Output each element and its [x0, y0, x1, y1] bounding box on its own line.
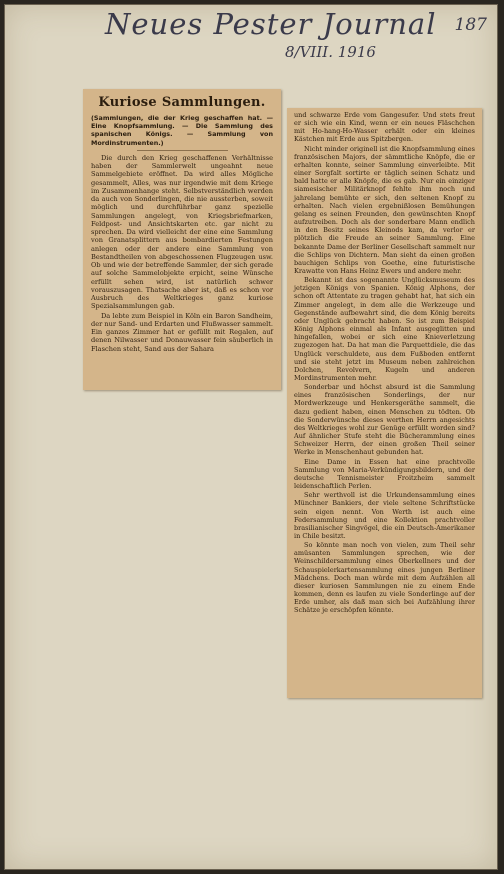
article-paragraph: und schwarze Erde vom Gangesufer. Und stets freut er sich wie ein Kind, wenn er ein neues Fläschchen mit Ho-hang-Ho-Wasser erhält oder ein kleines Kästchen mit Erde aus Spitzbergen.: [294, 111, 475, 144]
article-paragraph: Eine Dame in Essen hat eine prachtvolle Sammlung von Maria-Verkündigungsbildern, und der deutsche Tennismeister Froitzheim sammelt leidenschaftlich Perlen.: [294, 457, 475, 491]
handwritten-date: 8/VIII. 1916: [285, 43, 376, 61]
article-subtitle: (Sammlungen, die der Krieg geschaffen hat. — Eine Knopfsammlung. — Die Sammlung des spanischen Königs. — Sammlung von Mordinstrumenten.): [91, 114, 273, 147]
article-paragraph: So könnte man noch von vielen, zum Theil sehr amüsanten Sammlungen sprechen, wie der Weinschildersammlung eines Oberkellners und der Schauspielerkartensammlung eines jungen Berliner Mädchens. Doch man würde mit dem Aufzählen all dieser kuriosen Sammlungen nie zu einem Ende kommen, denn es laufen zu viele Sonderlinge auf der Erde umher, als daß man sich bei Aufzählung ihrer Schätze je erschöpfen könnte.: [294, 541, 475, 615]
article-paragraph: Nicht minder originell ist die Knopfsammlung eines französischen Majors, der sämmtliche Knöpfe, die er erhalten konnte, seiner Sammlung einverleibte. Mit einer Sorgfalt sortirte er täglich seinen Schatz und bald hatte er alle Knöpfe, die es gab. Nur ein einziger siamesischer Militärknopf fehlte ihm noch und jahrelang bemühte er sich, den seltenen Knopf zu erhalten. Nach vielen ergebnißlosen Bemühungen gelang es seinen Freunden, den gewünschten Knopf aufzutreiben. Doch als der sonderbare Mann endlich in den Besitz seines Kleinods kam, da verlor er plötzlich die Freude an seiner Sammlung. Eine bekannte Dame der Berliner Gesellschaft sammelt nur die Schlips von Dichtern. Man sieht da einen großen bauchigen Schlips von Goethe, eine futuristische Krawatte von Hans Heinz Ewers und andere mehr.: [294, 144, 475, 275]
article-paragraph: Sehr werthvoll ist die Urkundensammlung eines Münchner Bankiers, der viele seltene Schriftstücke sein eigen nennt. Von Werth ist auch eine Federsammlung und eine Kollektion prachtvoller brasilianischer Singvögel, die ein Deutsch-Amerikaner in Chile besitzt.: [294, 491, 475, 540]
clipping-column-left: [83, 89, 281, 390]
divider: [137, 150, 228, 151]
article-paragraph: Sonderbar und höchst absurd ist die Sammlung eines französischen Sonderlings, der nur Mordwerkzeuge und Henkersgeräthe sammelt, die dazu gedient haben, einen Menschen zu tödten. Ob die Sonderwünsche dieses werthen Herrn angesichts des Weltkrieges wohl zur Genüge erfüllt worden sind? Auf ähnlicher Stufe steht die Bücherammlung eines Schweizer Herrn, der einen großen Theil seiner Werke in Menschenhaut gebunden hat.: [294, 383, 475, 457]
article-headline: Kuriose Sammlungen.: [98, 95, 266, 110]
article-paragraph: Da lebte zum Beispiel in Köln ein Baron Sandheim, der nur Sand- und Erdarten und Flußwasser sammelt. Ein ganzes Zimmer hat er gefüllt mit Regalen, auf denen Nilwasser und Donauwasser fein säuberlich in Flaschen steht, Sand aus der Sahara: [91, 311, 273, 353]
archive-sheet: [4, 4, 498, 870]
handwritten-newspaper-title: Neues Pester Journal: [105, 7, 437, 41]
article-paragraph: Bekannt ist das sogenannte Unglücksmuseum des jetzigen Königs von Spanien. König Alphons, der schon oft Attentate zu tragen gehabt hat, hat sich ein Zimmer angelegt, in dem alle die Werkzeuge und Gegenstände aufbewahrt sind, die dem König bereits oder Unglück gebracht haben. So ist zum Beispiel König Alphons einmal als Infant ausgeglitten und hingefallen, wobei er sich eine Knieverletzung zugezogen hat. Da hat man die Parquettdiele, die das Unglück verschuldete, aus dem Fußboden entfernt und sie steht jetzt im Museum neben zahlreichen Dolchen, Revolvern, Kugeln und anderen Mordinstrumenten mehr.: [294, 276, 475, 382]
clipping-column-right: [287, 108, 482, 698]
handwritten-page-number: 187: [454, 15, 487, 35]
article-paragraph: Die durch den Krieg geschaffenen Verhältnisse haben der Sammlerwelt ungeahnt neue Sammelgebiete eröffnet. Da wird alles Mögliche gesammelt, Alles, was nur irgendwie mit dem Kriege im Zusammenhange steht. Selbstverständlich werden da auch von Sonderlingen, die nie aussterben, soweit möglich und durchführbar ganz spezielle Sammlungen angelegt, von Kriegsbriefmarken, Feldpost- und Ansichtskarten etc. gar nicht zu sprechen. Da wird vielleicht der eine eine Sammlung von Granatsplittern aus bombardierten Festungen anlegen oder der andere eine Sammlung von Bestandtheilen von abgeschossenen Flugzeugen usw. Ob und wie der betreffende Sammler, der sich gerade auf solche Sammelobjekte erpicht, seine Wünsche erfüllt sehen wird, ist natürlich schwer vorauszusagen. Thatsache aber ist, daß es schon vor Ausbruch des Weltkrieges ganz kuriose Spezialsammlungen gab.: [91, 153, 273, 311]
